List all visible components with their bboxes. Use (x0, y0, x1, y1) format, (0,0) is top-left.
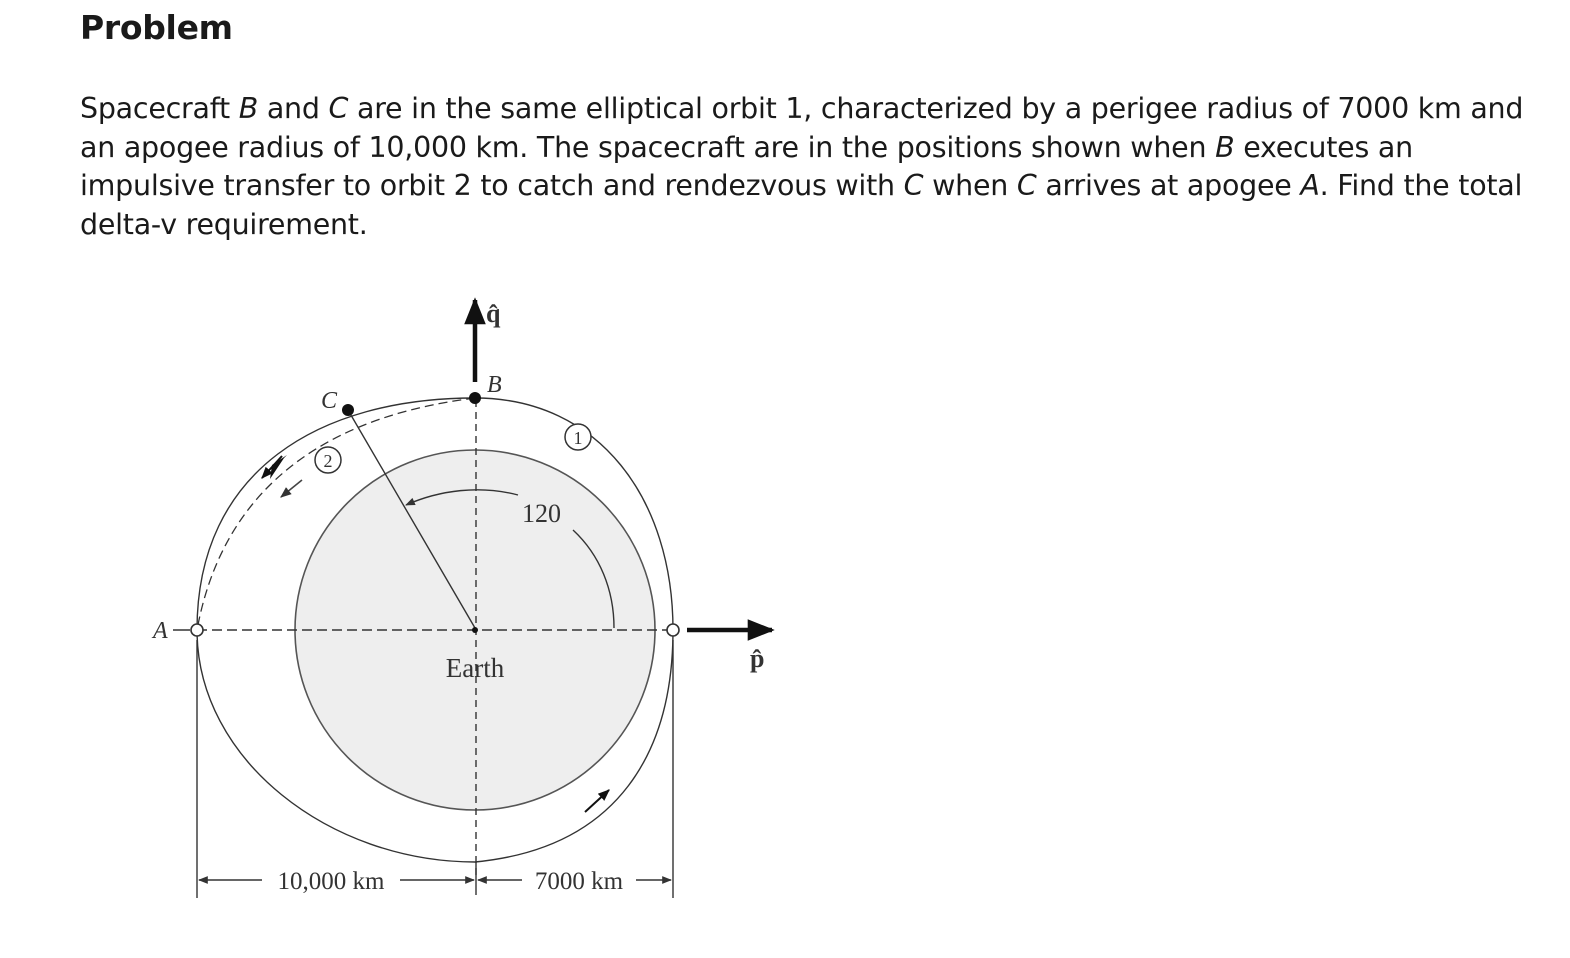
orbit-2-label: 2 (323, 451, 333, 471)
spacecraft-c-ref: C (1016, 169, 1037, 202)
apogee-a-ref: A (1300, 169, 1320, 202)
spacecraft-b-ref: B (238, 92, 259, 125)
spacecraft-b-point (469, 392, 481, 404)
p-hat-label: p̂ (750, 644, 765, 673)
problem-heading: Problem (80, 8, 233, 47)
spacecraft-b-ref: B (1215, 130, 1235, 164)
problem-text-part: arrives at apogee (1036, 169, 1301, 202)
problem-text-part: and (258, 92, 329, 125)
spacecraft-c-label: C (321, 388, 338, 414)
spacecraft-c-ref: C (903, 169, 924, 202)
angle-label: 120 (522, 499, 561, 528)
orbit-2-direction-arrow (281, 480, 302, 497)
problem-text-part: when (923, 169, 1017, 202)
apogee-a-label: A (153, 618, 168, 644)
orbit-1-label: 1 (573, 428, 583, 448)
perigee-point (667, 624, 679, 636)
perigee-dimension-label: 7000 km (534, 868, 624, 895)
spacecraft-c-ref: C (328, 92, 349, 125)
apogee-dimension-label: 10,000 km (277, 868, 385, 895)
earth-label: Earth (445, 653, 505, 683)
spacecraft-c-point (342, 404, 354, 416)
problem-text-part: executes an impulsive transfer to orbit 2 to catch and rendezvous with (80, 130, 1413, 202)
problem-text-part: Spacecraft (80, 92, 239, 125)
problem-text-part: are in the same elliptical orbit 1, characterized by a perigee radius of 7000 km and an apogee radius of 10,000 km. The spacecraft are in the positions shown when (80, 92, 1524, 164)
problem-text-part: . Find the total delta-v requirement. (80, 169, 1523, 241)
earth-center-point (472, 627, 478, 633)
q-hat-label: q̂ (486, 299, 501, 328)
apogee-a-point (191, 624, 203, 636)
spacecraft-b-label: B (487, 372, 502, 398)
orbit-1-direction-arrow (585, 790, 609, 812)
